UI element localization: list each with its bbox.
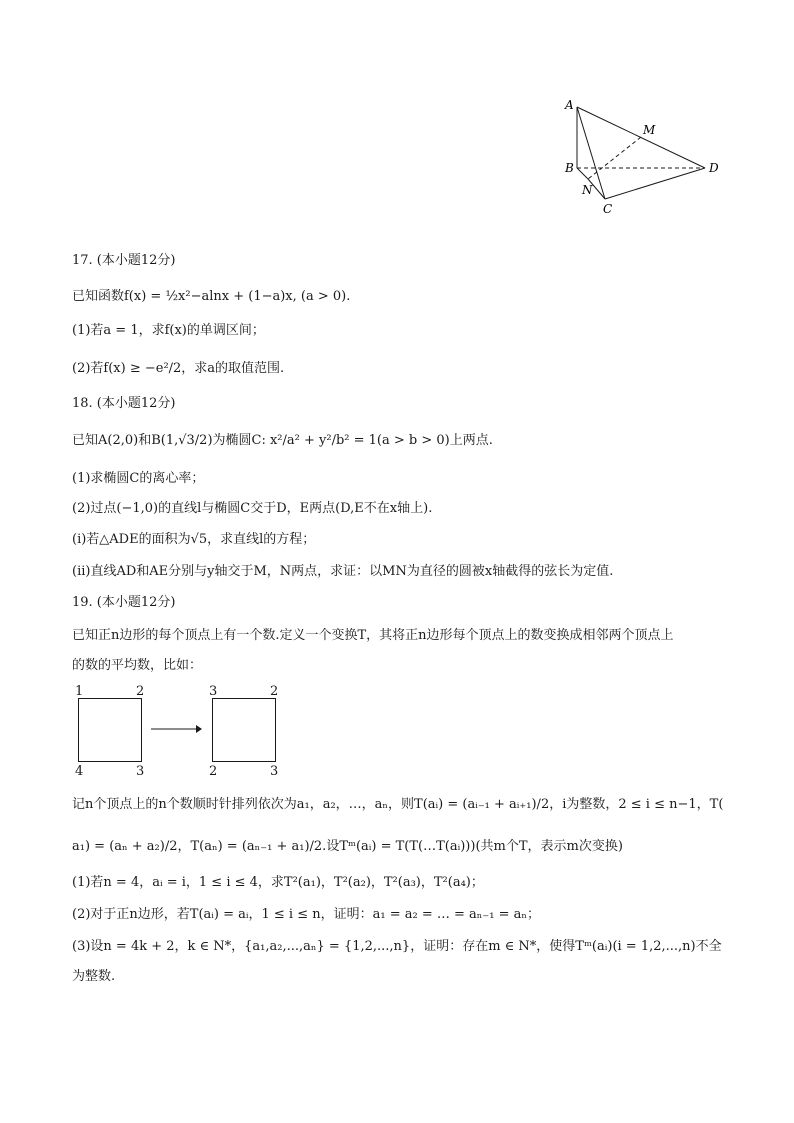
tetrahedron-figure <box>560 95 730 220</box>
square1-corner-1: 1 <box>75 684 84 699</box>
label-N: N <box>582 183 593 197</box>
q19-definition-line1: 记n个顶点上的n个数顺时针排列依次为a₁，a₂，…，aₙ，则T(aᵢ) = (aᵢ₋₁ + aᵢ₊₁)/2，i为整数，2 ≤ i ≤ n−1，T( <box>72 797 724 812</box>
q19-header: 19. (本小题12分) <box>72 595 176 610</box>
square-example <box>72 682 312 782</box>
q19-part3-line2: 为整数. <box>72 969 116 984</box>
q18-part2-i: (i)若△ADE的面积为√5，求直线l的方程； <box>72 532 316 547</box>
q19-part2: (2)对于正n边形，若T(aᵢ) = aᵢ，1 ≤ i ≤ n，证明：a₁ = a₂ = … = aₙ₋₁ = aₙ； <box>72 907 540 922</box>
square-left <box>78 698 142 762</box>
q18-header: 18. (本小题12分) <box>72 396 176 411</box>
q19-stem-line1: 已知正n边形的每个顶点上有一个数.定义一个变换T，其将正n边形每个顶点上的数变换成相邻两个顶点上 <box>72 628 674 643</box>
square1-corner-4: 4 <box>75 764 84 779</box>
label-D: D <box>709 161 719 175</box>
label-M: M <box>643 123 656 137</box>
edge-CD <box>605 168 705 199</box>
square2-corner-3: 3 <box>270 764 279 779</box>
square-right <box>212 698 276 762</box>
q19-part3-line1: (3)设n = 4k + 2，k ∈ N*，{a₁,a₂,...,aₙ} = {1,2,...,n}，证明：存在m ∈ N*，使得Tᵐ(aᵢ)(i = 1,2,...,n)不全 <box>72 939 722 954</box>
q19-part1: (1)若n = 4，aᵢ = i，1 ≤ i ≤ 4，求T²(a₁)，T²(a₂)，T²(a₃)，T²(a₄)； <box>72 875 484 890</box>
label-C: C <box>603 202 613 216</box>
square1-corner-2: 2 <box>136 684 145 699</box>
q17-stem: 已知函数f(x) = ½x²−alnx + (1−a)x, (a > 0). <box>72 289 351 304</box>
q18-stem: 已知A(2,0)和B(1,√3/2)为椭圆C: x²/a² + y²/b² = 1(a > b > 0)上两点. <box>72 433 493 448</box>
q18-part2: (2)过点(−1,0)的直线l与椭圆C交于D，E两点(D,E不在x轴上). <box>72 501 433 516</box>
q19-definition-line2: a₁) = (aₙ + a₂)/2，T(aₙ) = (aₙ₋₁ + a₁)/2.设Tᵐ(aᵢ) = T(T(…T(aᵢ)))(共m个T，表示m次变换) <box>72 839 623 854</box>
label-B: B <box>565 161 574 175</box>
label-A: A <box>565 98 574 112</box>
q17-header: 17. (本小题12分) <box>72 253 176 268</box>
q17-part2: (2)若f(x) ≥ −e²/2，求a的取值范围. <box>72 361 285 376</box>
edge-BN <box>577 168 588 179</box>
square2-corner-2: 2 <box>270 684 279 699</box>
segment-MN <box>588 137 641 179</box>
square2-corner-4: 2 <box>209 764 218 779</box>
q17-part1: (1)若a = 1，求f(x)的单调区间； <box>72 323 265 338</box>
q18-part2-ii: (ii)直线AD和AE分别与y轴交于M，N两点，求证：以MN为直径的圆被x轴截得的弦长为定值. <box>72 564 614 579</box>
q19-stem-line2: 的数的平均数，比如： <box>72 658 203 673</box>
arrow-icon <box>150 722 202 736</box>
q18-part1: (1)求椭圆C的离心率； <box>72 471 205 486</box>
square2-corner-1: 3 <box>209 684 218 699</box>
square1-corner-3: 3 <box>136 764 145 779</box>
